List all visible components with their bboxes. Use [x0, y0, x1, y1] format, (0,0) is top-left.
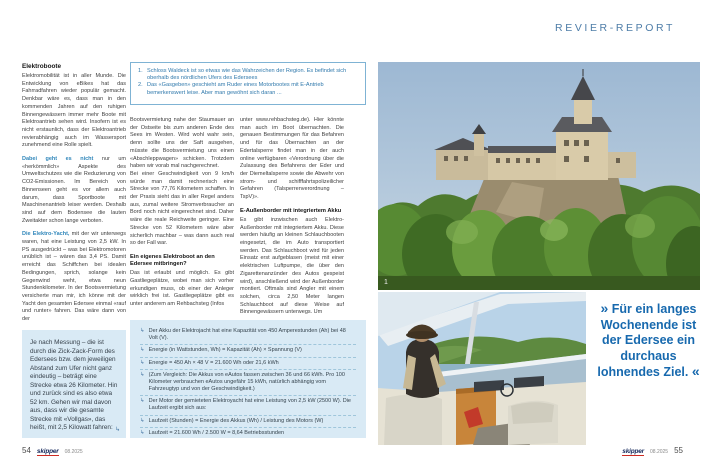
paragraph: [22, 231, 126, 323]
skipper-logo: skipper: [36, 448, 59, 455]
paragraph: Bei einer Geschwindigkeit von 9 km/h würde man damit rechnerisch eine Strecke von 77,76 Kilometern schaffen. In der Praxis sieht das in aller Regel anders aus, zumal weitere Stromverbraucher an Bord noch nicht eingerechnet sind. Daher wäre die reale Reichweite geringer. Eine Strecke von 52 Kilometern wäre aber sicherlich machbar – was dann auch real so der Fall war.: [130, 170, 234, 247]
article-column-2: [130, 117, 234, 317]
caption-number: 2.: [138, 82, 143, 89]
issue-date: 08.2025: [64, 449, 83, 455]
calc-text: Laufzeit (Stunden) = Energie des Akkus (Wh) / Leistung des Motors (W): [148, 417, 324, 424]
calc-row: [140, 345, 356, 357]
page-number: 54: [22, 446, 31, 455]
article-subheading: Ein eigenes Elektroboot an den Edersee mitbringen?: [130, 253, 215, 268]
calc-text: Laufzeit = 21.600 Wh / 2.500 W = 8,64 Betriebsstunden: [148, 430, 285, 437]
arrow-bullet-icon: ↳: [140, 417, 145, 424]
calc-row: [140, 428, 356, 439]
section-header: REVIER-REPORT: [555, 22, 675, 34]
footer-left: [22, 446, 83, 456]
paragraph: Das ist erlaubt und möglich. Es gibt Gastliegeplätze, wobei man sich vorher erkundigen muss, ob einer der Anleger wirklich frei ist. Gastliegeplätze gibt es unter anderem am Rehbachsteg (Infos: [130, 270, 234, 308]
footer-right: [622, 446, 683, 456]
arrow-bullet-icon: ↳: [140, 398, 145, 405]
calc-row: [140, 396, 356, 415]
info-box-distance: [22, 330, 126, 438]
photo-caption-box: [130, 62, 366, 105]
issue-date: 08.2025: [650, 449, 669, 455]
paragraph-lead: Die Elektro-Yacht,: [22, 231, 70, 238]
arrow-bullet-icon: ↳: [140, 347, 145, 354]
paragraph-text: nur um «herkömmlich» Aspekte des Umweltschutzes wie die Reduzierung von CO2-Emissionen. Im Bereich von Binnenseen geht es vor allem auch darum, dass Sportboote mit Maschinenantrieb leiser werden. Deshalb sind auf dem Bodensee die lauten Zweitakter schon lange verboten.: [22, 156, 126, 224]
boat-photo-illustration: [378, 292, 586, 445]
paragraph-lead: Dabei geht es nicht: [22, 156, 94, 163]
calc-text: Der Akku der Elektrojacht hat eine Kapazität von 450 Amperestunden (Ah) bei 48 Volt (V).: [148, 328, 346, 341]
paragraph: unter www.rehbachsteg.de). Hier könnte man auch im Boot übernachten. Die genauen Bestimmungen für das Befahren und für das Übernachten an der Edertalsperre findet man in der auch online verfügbaren «Verordnung über die Zulassung des Befahrens der Eder und der Diemeltalsperre sowie die Abwehr von strom- und schifffahrtspolizeilicher Gefahren (Talsperrenverordnung – TspV)».: [240, 117, 344, 201]
paragraph: Bootsvermietung nahe der Staumauer an der Ostseite bis zum anderen Ende des Sees im Westen. Wird wohl wahr sein, denn sollte uns der Saft ausgehen, müsste die Bootsvermietung uns einen «Abschleppwagen» schicken. Trotzdem haben wir vorab mal nachgerechnet.: [130, 117, 234, 170]
continuation-arrow-icon: ↳: [114, 426, 120, 433]
article-column-3: [240, 117, 344, 317]
caption-number: 1.: [138, 68, 143, 74]
calc-text: Energie (in Wattstunden, Wh) = Kapazität (Ah) × Spannung (V): [148, 347, 302, 354]
arrow-bullet-icon: ↳: [140, 430, 145, 437]
paragraph: [22, 156, 126, 225]
close-guillemet: «: [691, 363, 700, 379]
photo-schloss-waldeck: [378, 62, 700, 290]
calc-text: (Zum Vergleich: Die Akkus von eAutos fassen zwischen 36 und 66 kWh. Pro 100 Kilometer verbrauchen eAutos ungefähr 15 kWh, natürlich abhängig vom Fahrzeugtyp und von der Geschwindigkeit.): [148, 372, 345, 392]
pull-quote-text: Für ein langes Wochenende ist der Edersee ein durchaus lohnendes Ziel.: [597, 302, 697, 379]
caption-item: [138, 82, 358, 96]
calc-row: [140, 416, 356, 428]
photo-number-label: 1: [384, 279, 388, 286]
arrow-bullet-icon: ↳: [140, 372, 145, 379]
open-guillemet: »: [600, 300, 609, 316]
skipper-logo: skipper: [622, 448, 645, 455]
paragraph: Es gibt inzwischen auch Elektro-Außenborder mit integriertem Akku. Diese werden häufig an kleinen Schlauchbooten eingesetzt, die im Auto transportiert werden. Das Schlauchboot wird für jeden Einsatz erst aufgeblasen (meist mit einer elektrischen Luftpumpe, die über den Zigarettenanzünder des Autos gespeist wird), anschließend wird der Außenborder montiert. Oftmals sind Angler mit einem solchen, circa 2,50 Meter langen Schlauchboot auf diese Weise auf Binnengewässern unterwegs. Um: [240, 216, 344, 316]
caption-text: Das «Gasgeben» geschieht am Ruder eines Motorbootes mit E-Antrieb bemerkenswert leise. Aber man gewöhnt sich daran ...: [147, 82, 324, 96]
calc-text: Energie = 450 Ah × 48 V = 21.600 Wh oder 21,6 kWh: [148, 359, 279, 366]
info-box-calculation: [130, 320, 366, 438]
article-subheading: E-Außenborder mit integriertem Akku: [240, 207, 342, 214]
caption-text: Schloss Waldeck ist so etwas wie das Wahrzeichen der Region. Es befindet sich oberhalb des nördlichen Ufers des Edersees: [147, 68, 347, 82]
arrow-bullet-icon: ↳: [140, 359, 145, 366]
photo-motorboat-cockpit: [378, 292, 586, 445]
paragraph: Elektromobilität ist in aller Munde. Die Entwicklung von eBikes hat das Fahrradfahren wieder populär gemacht. Denkbar wäre es, dass man in den kommenden Jahren auf den ruhigen Binnengewässern immer mehr Boote mit Elektroantrieb sehen wird. Insofern ist es nicht erstaunlich, dass der Elektroantrieb revierabhängig auch im Wassersport zunehmend eine Rolle spielt.: [22, 73, 126, 149]
arrow-bullet-icon: ↳: [140, 328, 145, 334]
info-box-text: Je nach Messung – die ist durch die Zick-Zack-Form des Edersees bzw. dem jeweiligen Abstand zum Ufer nicht ganz eindeutig – beträgt eine Strecke etwa 26 Kilometer. Hin und zurück sind es also etwa 52 km. Gehen wir mal davon aus, dass wir die gesamte Strecke mit «Vollgas», das heißt, mit 2,5 Kilowatt fahren:: [30, 339, 118, 431]
page-number: 55: [674, 446, 683, 455]
article-column-1: [22, 63, 126, 325]
article-heading: Elektroboote: [22, 63, 62, 70]
castle-photo-illustration: [378, 62, 700, 290]
calc-text: Der Motor der gemieteten Elektroyacht hat eine Leistung von 2,5 kW (2500 W). Die Laufzeit ergibt sich aus:: [148, 398, 351, 412]
calc-row: [140, 358, 356, 370]
paragraph-text: mit der wir unterwegs waren, hat eine Leistung von 2,5 kW. In PS ausgedrückt – was bei Elektromotoren unüblich ist – wären das 3,4 PS. Damit erreicht das Schiffchen bei idealen Bedingungen, sprich, solange kein Gegenwind weht, etwa neun Stundenkilometer. In der Bootsvermietung versicherte man mir, ich könne mit der Yacht den gesamten Edersee einmal «rauf und runter» fahren. Das wäre dann von der: [22, 231, 126, 323]
pull-quote: [592, 301, 705, 381]
calc-row: [140, 326, 356, 345]
caption-item: [138, 68, 358, 82]
calc-row: [140, 370, 356, 396]
